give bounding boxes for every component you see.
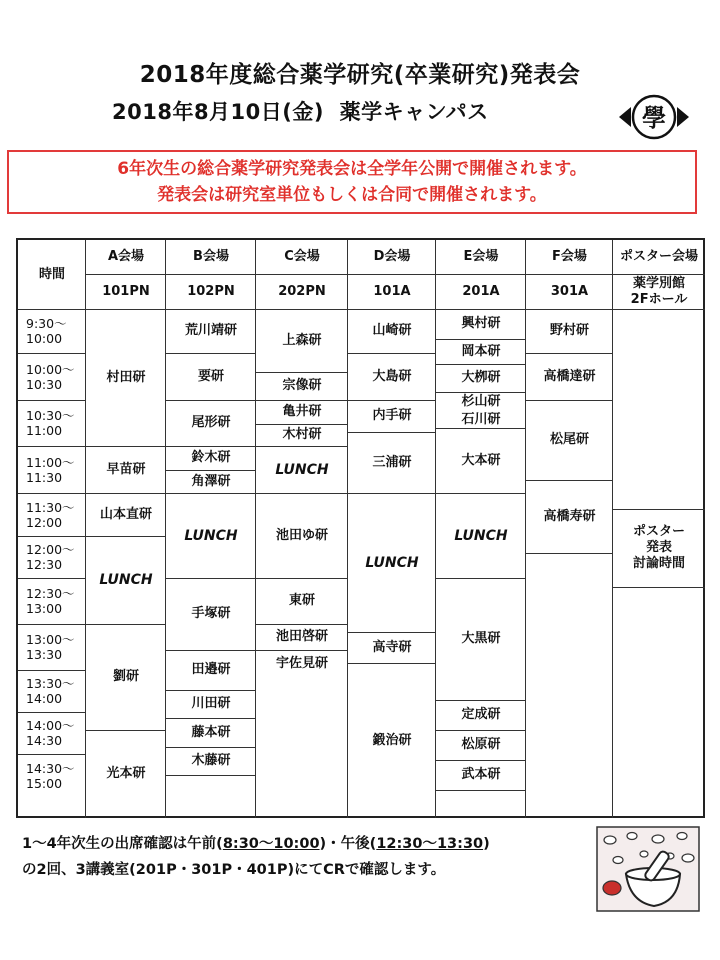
grid-line: [18, 400, 86, 401]
session-e: 興村研: [461, 316, 501, 331]
session-f: 高橋寿研: [543, 508, 596, 524]
grid-line: [18, 536, 86, 537]
session-d: 内手研: [372, 408, 412, 423]
grid-line: [436, 700, 526, 701]
venue-name: B会場: [193, 249, 229, 264]
session-c: 亀井研: [282, 404, 322, 419]
venue-name: A会場: [107, 249, 145, 264]
session-b: 川田研: [191, 696, 231, 711]
grid-line: [436, 493, 526, 494]
session-b: 木藤研: [191, 753, 231, 768]
session-e: 松原研: [461, 737, 501, 752]
grid-line: [166, 400, 256, 401]
session-a: 山本直研: [99, 506, 152, 522]
time-slot: 13:30〜 14:00: [26, 676, 75, 706]
grid-line: [166, 470, 256, 471]
session-a: 村田研: [106, 369, 146, 385]
attendance-text-mid: )・午後(: [319, 836, 377, 852]
venue-room: 薬学別館 2Fホール: [630, 275, 688, 307]
grid-line: [348, 663, 436, 664]
time-slot: 14:00〜 14:30: [26, 718, 75, 748]
session-c: 宇佐見研: [275, 655, 328, 671]
grid-line: [256, 446, 348, 447]
grid-line: [436, 392, 526, 393]
grid-line: [166, 747, 256, 748]
grid-line: [348, 400, 436, 401]
session-e: LUNCH: [454, 527, 508, 544]
grid-line: [256, 424, 348, 425]
poster-empty: [613, 309, 705, 509]
afternoon-window: 12:30〜13:30: [376, 836, 484, 852]
session-d: 鍛治研: [372, 732, 412, 748]
grid-line: [348, 632, 436, 633]
poster-session: ポスター 発表 討論時間: [632, 524, 685, 571]
time-slot: 11:30〜 12:00: [26, 499, 75, 530]
logo-glyph: 學: [642, 103, 666, 132]
session-c: 東研: [288, 593, 315, 608]
session-a: LUNCH: [99, 572, 153, 588]
grid-line: [436, 578, 526, 579]
session-e: 武本研: [461, 767, 501, 782]
session-a: 早苗研: [106, 461, 146, 477]
session-e: 杉山研: [461, 393, 501, 409]
time-slot: 12:00〜 12:30: [26, 542, 75, 572]
grid-line: [256, 624, 348, 625]
time-slot: 11:00〜 11:30: [26, 454, 75, 485]
grid-line: [18, 493, 86, 494]
venue-room: 101A: [373, 283, 411, 299]
page-subtitle: 2018年8月10日(金) 薬学キャンパス: [112, 100, 489, 124]
grid-line: [436, 428, 526, 429]
venue-room: 101PN: [102, 283, 150, 299]
session-b: 角澤研: [191, 473, 231, 489]
grid-line: [166, 493, 256, 494]
grid-line: [526, 400, 613, 401]
grid-line: [256, 493, 348, 494]
session-c: 池田ゆ研: [275, 527, 328, 543]
grid-line: [166, 718, 256, 719]
grid-line: [436, 790, 526, 791]
venue-room: 202PN: [278, 283, 326, 299]
grid-line: [436, 730, 526, 731]
grid-line: [526, 353, 613, 354]
session-b: 田邉研: [191, 662, 231, 677]
grid-line: [256, 400, 348, 401]
session-d: 三浦研: [372, 454, 412, 470]
session-b: 荒川靖研: [184, 323, 237, 338]
grid-line: [256, 578, 348, 579]
session-b: 鈴木研: [191, 450, 231, 465]
grid-line: [86, 274, 705, 275]
session-a: 光本研: [106, 766, 146, 781]
notice-line-2: 発表会は研究室単位もしくは合同で開催されます。: [157, 185, 547, 205]
venue-room: 201A: [462, 283, 500, 299]
time-slot: 10:30〜 11:00: [26, 408, 75, 438]
time-slot: 9:30〜 10:00: [26, 316, 67, 346]
attendance-note-line-1: [22, 832, 490, 853]
morning-window: 8:30〜10:00: [222, 836, 320, 852]
grid-line: [348, 353, 436, 354]
grid-line: [18, 754, 86, 755]
grid-line: [348, 493, 436, 494]
mortar-pestle-illustration: [596, 826, 700, 912]
grid-line: [526, 553, 613, 554]
session-c: LUNCH: [275, 461, 329, 478]
grid-line: [18, 712, 86, 713]
session-b: LUNCH: [184, 527, 238, 544]
grid-line: [166, 690, 256, 691]
session-b: 手塚研: [191, 606, 231, 621]
grid-line: [18, 446, 86, 447]
session-e: 定成研: [461, 707, 501, 722]
session-a: 劉研: [112, 669, 139, 684]
grid-line: [166, 775, 256, 776]
session-b: 尾形研: [191, 415, 231, 430]
session-e: 大黒研: [461, 631, 501, 646]
grid-line: [348, 432, 436, 433]
venue-room: 102PN: [187, 283, 235, 299]
grid-line: [256, 372, 348, 373]
university-logo: [617, 93, 691, 141]
grid-line: [436, 364, 526, 365]
venue-room: 301A: [550, 283, 589, 299]
session-d: 高寺研: [372, 639, 412, 655]
session-d: LUNCH: [365, 554, 419, 571]
attendance-text: 1〜4年次生の出席確認は午前(: [22, 836, 223, 852]
session-f: 野村研: [549, 323, 589, 338]
session-f: 松尾研: [549, 432, 589, 447]
grid-line: [166, 650, 256, 651]
grid-line: [18, 578, 86, 579]
session-c: 上森研: [282, 332, 322, 348]
grid-line: [18, 624, 86, 625]
grid-line: [436, 339, 526, 340]
attendance-note-line-2: の2回、3講義室(201P・301P・401P)にてCRで確認します。: [22, 862, 446, 878]
session-d: 大島研: [372, 368, 412, 384]
venue-name: D会場: [373, 249, 411, 264]
grid-line: [613, 587, 705, 588]
time-column-header: 時間: [38, 266, 65, 282]
session-e: 大本研: [461, 452, 501, 468]
grid-line: [256, 650, 348, 651]
notice-box: [7, 150, 697, 214]
grid-line: [18, 353, 86, 354]
session-c: 宗像研: [282, 378, 322, 393]
grid-line: [436, 760, 526, 761]
venue-name: F会場: [552, 249, 587, 264]
grid-line: [166, 446, 256, 447]
session-b: 要研: [197, 368, 224, 384]
session-b: 藤本研: [191, 724, 231, 740]
time-slot: 14:30〜 15:00: [26, 761, 75, 791]
grid-line: [166, 578, 256, 579]
session-c: 池田啓研: [275, 629, 328, 644]
session-f: 高橋達研: [543, 368, 596, 384]
grid-line: [526, 480, 613, 481]
session-e: 岡本研: [461, 343, 501, 359]
session-d: 山崎研: [372, 323, 412, 338]
grid-line: [166, 353, 256, 354]
page-title: 2018年度総合薬学研究(卒業研究)発表会: [139, 62, 581, 88]
session-e: 大栁研: [461, 370, 501, 385]
time-slot: 13:00〜 13:30: [26, 632, 75, 662]
schedule-table: [16, 238, 705, 818]
time-slot: 10:00〜 10:30: [26, 361, 75, 392]
venue-name: C会場: [284, 249, 320, 264]
venue-name: E会場: [463, 249, 499, 264]
venue-name: ポスター会場: [619, 249, 698, 264]
session-e: 石川研: [461, 411, 501, 427]
session-c: 木村研: [282, 427, 322, 442]
notice-line-1: 6年次生の総合薬学研究発表会は全学年公開で開催されます。: [117, 159, 587, 179]
attendance-text-end: ): [483, 836, 490, 852]
grid-line: [18, 670, 86, 671]
time-slot: 12:30〜 13:00: [26, 586, 75, 616]
